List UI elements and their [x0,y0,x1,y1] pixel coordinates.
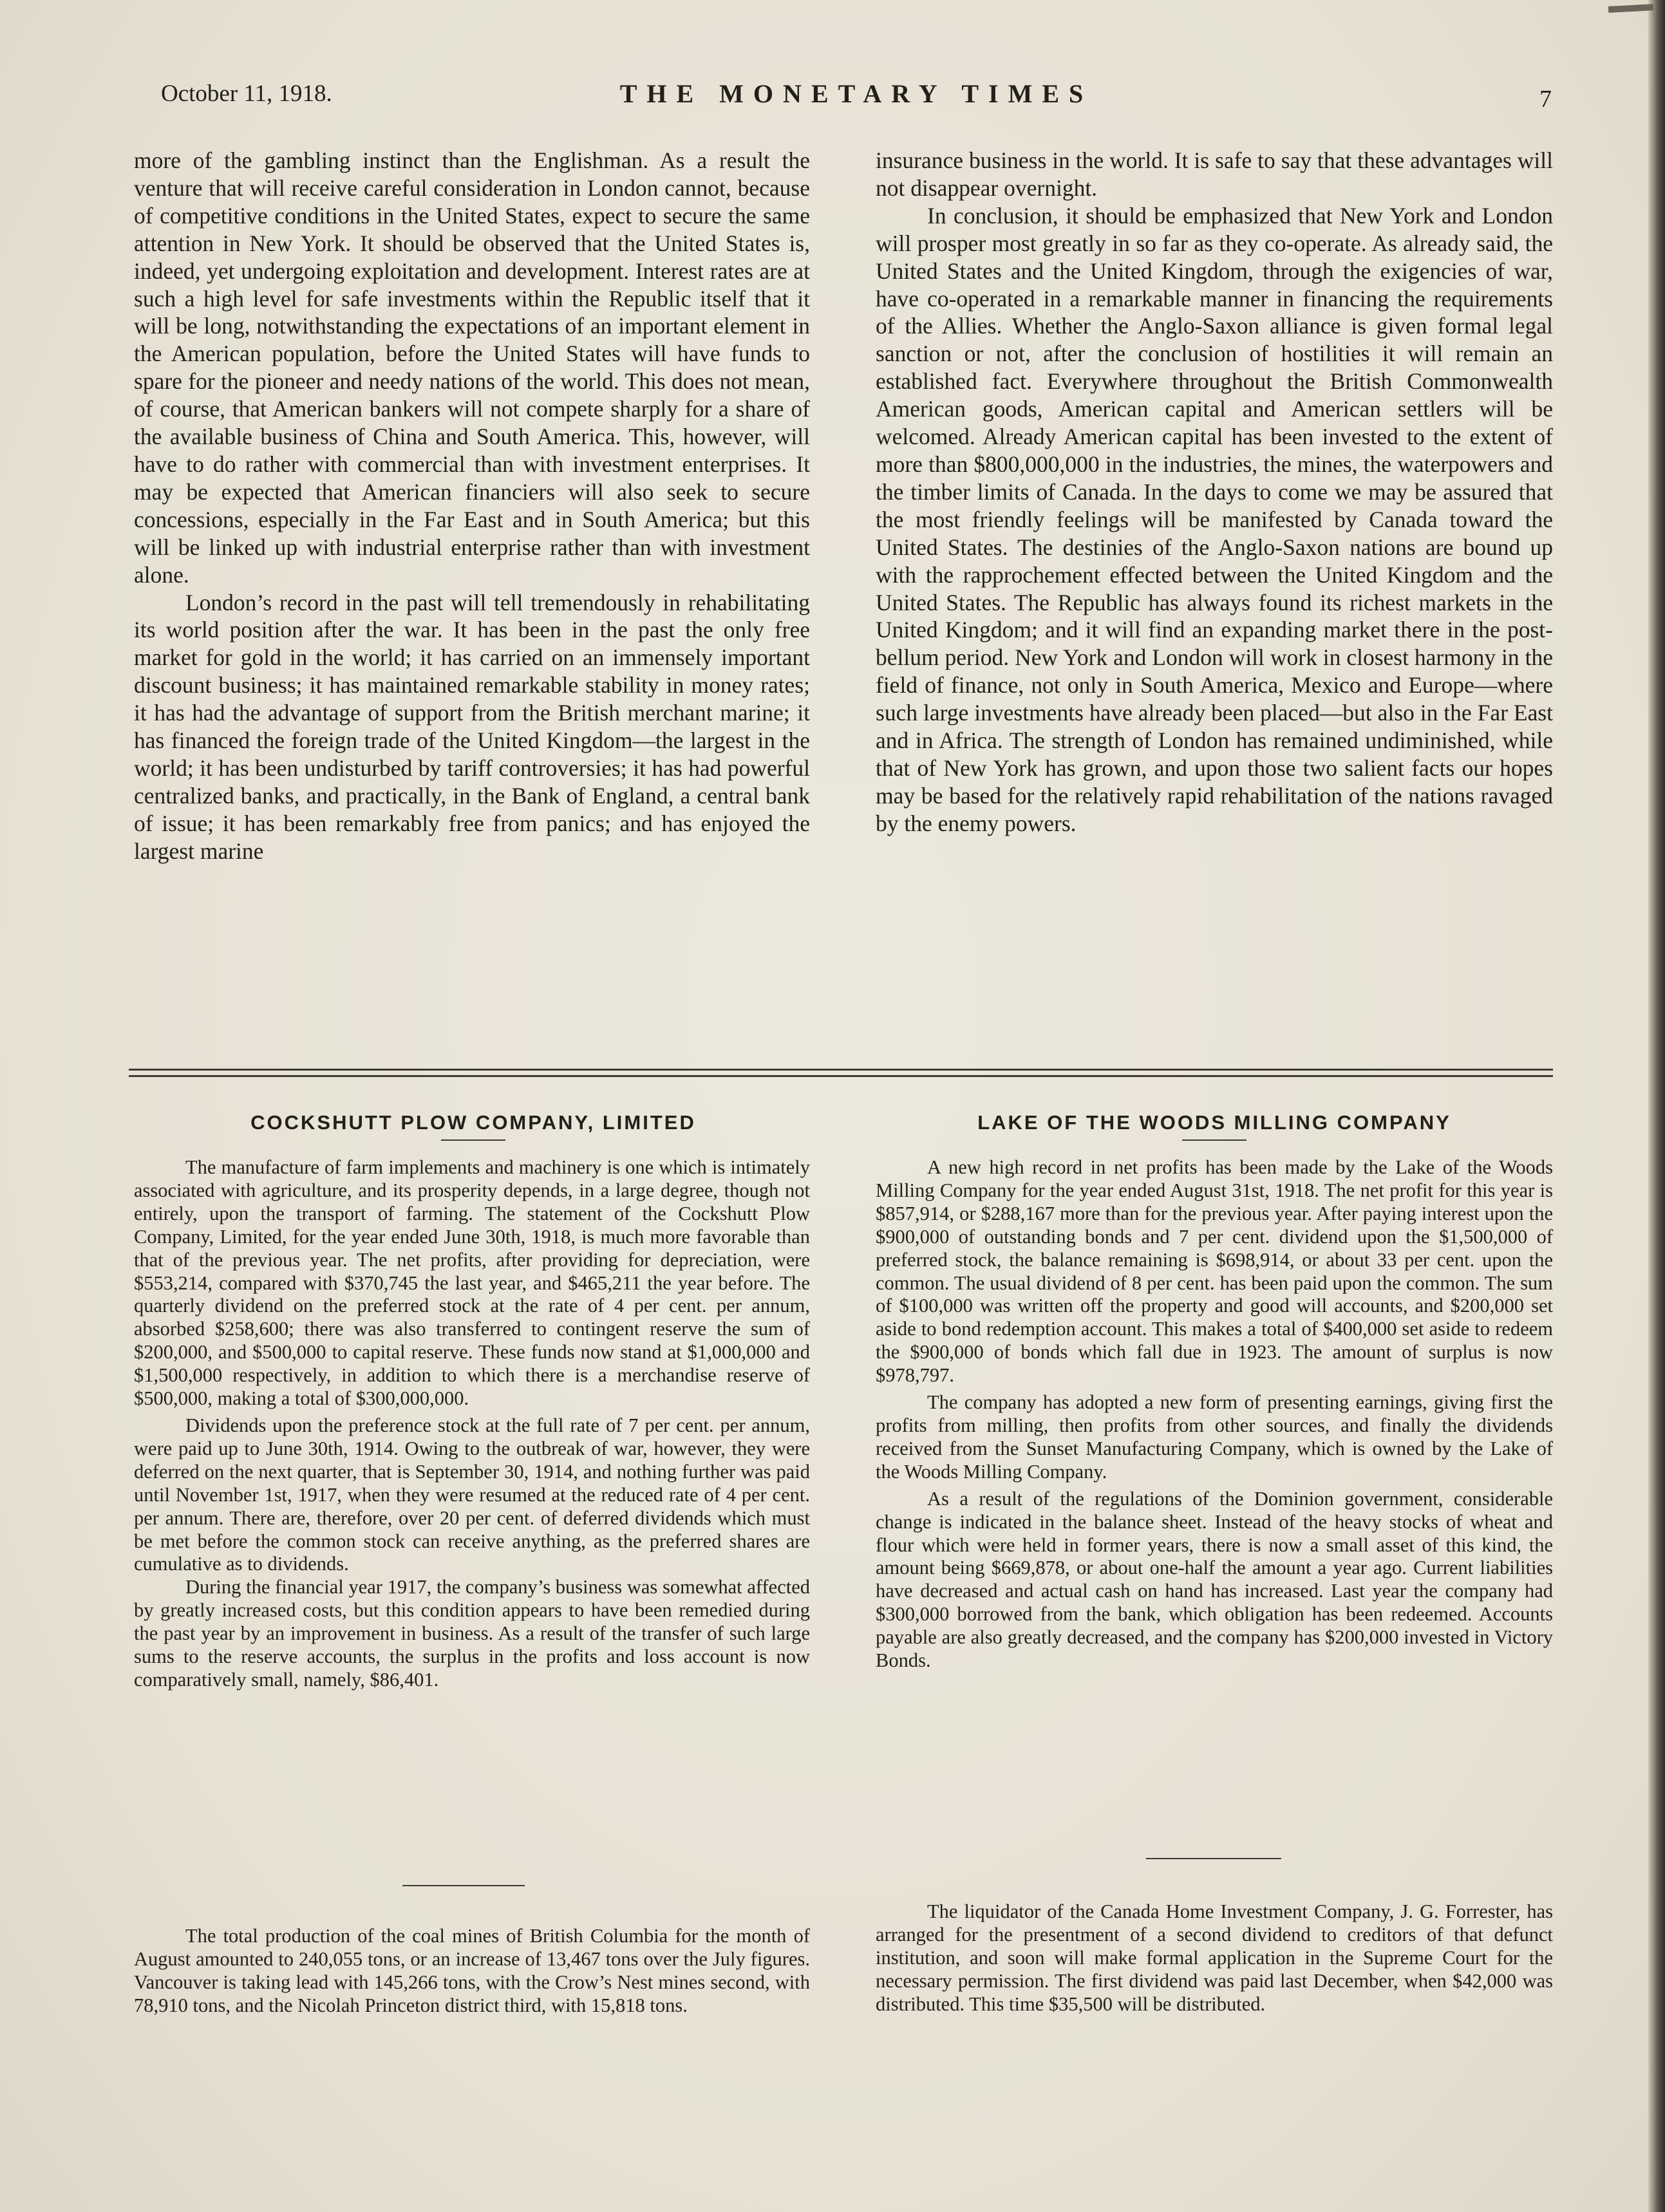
paragraph: A new high record in net profits has been made by the Lake of the Woods Milling Company for the year ended August 31st, 1918. The net profit for this year is $857,914, or $288,167 more than for the previous year. After paying interest upon the $900,000 of outstanding bonds and 7 per cent. dividend upon the $1,500,000 of preferred stock, the balance remaining is $698,914, or about 33 per cent. upon the common. The usual dividend of 8 per cent. has been paid upon the common. The sum of $100,000 was written off the property and good will accounts, and $200,000 set aside to bond redemption account. This makes a total of $400,000 set aside to redeem the $900,000 of bonds which fall due in 1923. The amount of surplus is now $978,797. [876,1156,1553,1387]
item-separator [1146,1858,1281,1859]
article-title-lake-of-the-woods: LAKE OF THE WOODS MILLING COMPANY [977,1111,1451,1134]
corner-mark [1608,4,1653,13]
upper-right-column [876,147,1553,838]
item-separator [402,1885,525,1886]
lake-of-the-woods-article [876,1156,1553,1673]
paragraph: more of the gambling instinct than the Englishman. As a result the venture that will receive careful consideration in London cannot, because of competitive conditions in the United States, expect to secure the same attention in New York. It should be observed that the United States is, indeed, yet undergoing exploitation and development. Interest rates are at such a high level for safe investments within the Republic itself that it will be long, notwithstanding the expectations of an important element in the American population, before the United States will have funds to spare for the pioneer and needy nations of the world. This does not mean, of course, that American bankers will not compete sharply for a share of the available business of China and South America. This, however, will have to do rather with commercial than with investment enterprises. It may be expected that American financiers will also seek to secure concessions, especially in the Far East and in South America; but this will be linked up with industrial enterprise rather than with investment alone. [134,147,810,588]
page-header [161,76,1552,115]
publication-title: THE MONETARY TIMES [619,79,1093,108]
paragraph: As a result of the regulations of the Dominion government, considerable change is indicated in the balance sheet. Instead of the heavy stocks of wheat and flour which were held in former years, there is now a small asset of this kind, the amount being $669,878, or about one-half the amount a year ago. Current liabilities have decreased and actual cash on hand has increased. Last year the company had $300,000 borrowed from the bank, which obligation has been redeemed. Accounts payable are also greatly decreased, and the company has $200,000 invested in Victory Bonds. [876,1487,1553,1672]
paragraph: insurance business in the world. It is safe to say that these advantages will not disappear overnight. [876,147,1553,201]
issue-date: October 11, 1918. [161,80,332,107]
paragraph: During the financial year 1917, the company’s business was somewhat affected by greatly increased costs, but this condition appears to have been remedied during the past year by an improvement in business. As a result of the transfer of such large sums to the reserve accounts, the surplus in the profits and loss account is now comparatively small, namely, $86,401. [134,1576,810,1691]
page-edge-shadow [1648,0,1665,2212]
cockshutt-article [134,1156,810,1692]
upper-left-column [134,147,810,865]
title-underline [441,1139,505,1141]
paragraph: The liquidator of the Canada Home Investment Company, J. G. Forrester, has arranged for the presentment of a second dividend to creditors of that defunct institution, and soon will make formal application in the Supreme Court for the necessary permission. The first dividend was paid last December, when $42,000 was distributed. This time $35,500 will be distributed. [876,1900,1553,2015]
paragraph: In conclusion, it should be emphasized that New York and London will prosper most greatly in so far as they co-operate. As already said, the United States and the United Kingdom, through the exigencies of war, have co-operated in a remarkable manner in financing the requirements of the Allies. Whether the Anglo-Saxon alliance is given formal legal sanction or not, after the conclusion of hostilities it will remain an established fact. Everywhere throughout the British Commonwealth American goods, American capital and American settlers will be welcomed. Already American capital has been invested to the extent of more than $800,000,000 in the industries, the mines, the waterpowers and the timber limits of Canada. In the days to come we may be assured that the most friendly feelings will be manifested by Canada toward the United States. The destinies of the Anglo-Saxon nations are bound up with the rapprochement effected between the United Kingdom and the United States. The Republic has always found its richest markets in the United Kingdom; and it will find an expanding market there in the post-bellum period. New York and London will work in closest harmony in the field of finance, not only in South America, Mexico and Europe—where such large investments have already been placed—but also in the Far East and in Africa. The strength of London has remained undiminished, while that of New York has grown, and upon those two salient facts our hopes may be based for the relatively rapid rehabilitation of the nations ravaged by the enemy powers. [876,202,1553,836]
section-divider [129,1069,1553,1077]
paragraph: Dividends upon the preference stock at the full rate of 7 per cent. per annum, were paid up to June 30th, 1914. Owing to the outbreak of war, however, they were deferred on the next quarter, that is September 30, 1914, and nothing further was paid until November 1st, 1917, when they were resumed at the reduced rate of 4 per cent. per annum. There are, therefore, over 20 per cent. of deferred dividends which must be met before the common stock can receive anything, as the preferred shares are cumulative as to dividends. [134,1414,810,1575]
paragraph: The company has adopted a new form of presenting earnings, giving first the profits from milling, then profits from other sources, and finally the dividends received from the Sunset Manufacturing Company, which is owned by the Lake of the Woods Milling Company. [876,1391,1553,1483]
paragraph: London’s record in the past will tell tremendously in rehabilitating its world position after the war. It has been in the past the only free market for gold in the world; it has carried on an immensely important discount business; it has maintained remarkable stability in money rates; it has had the advantage of support from the British merchant marine; it has financed the foreign trade of the United Kingdom—the largest in the world; it has been undisturbed by tariff controversies; it has had powerful centralized banks, and practically, in the Bank of England, a central bank of issue; it has been remarkably free from panics; and has enjoyed the largest marine [134,589,810,864]
canada-home-investment-item [876,1900,1553,2016]
page-number: 7 [1539,86,1552,113]
title-underline [1182,1139,1246,1141]
coal-production-item [134,1925,810,2018]
article-title-cockshutt: COCKSHUTT PLOW COMPANY, LIMITED [250,1111,696,1134]
paragraph: The total production of the coal mines of British Columbia for the month of August amounted to 240,055 tons, or an increase of 13,467 tons over the July figures. Vancouver is taking lead with 145,266 tons, with the Crow’s Nest mines second, with 78,910 tons, and the Nicolah Princeton district third, with 15,818 tons. [134,1925,810,2016]
paragraph: The manufacture of farm implements and machinery is one which is intimately associated with agriculture, and its prosperity depends, in a large degree, though not entirely, upon the transport of farming. The statement of the Cockshutt Plow Company, Limited, for the year ended June 30th, 1918, is much more favorable than that of the previous year. The net profits, after providing for depreciation, were $553,214, compared with $370,745 the last year, and $465,211 the year before. The quarterly dividend on the preferred stock at the rate of 4 per cent. per annum, absorbed $258,600; there was also transferred to contingent reserve the sum of $200,000, and $500,000 to capital reserve. These funds now stand at $1,000,000 and $1,500,000 respectively, in addition to which there is a merchandise reserve of $500,000, making a total of $300,000,000. [134,1156,810,1410]
